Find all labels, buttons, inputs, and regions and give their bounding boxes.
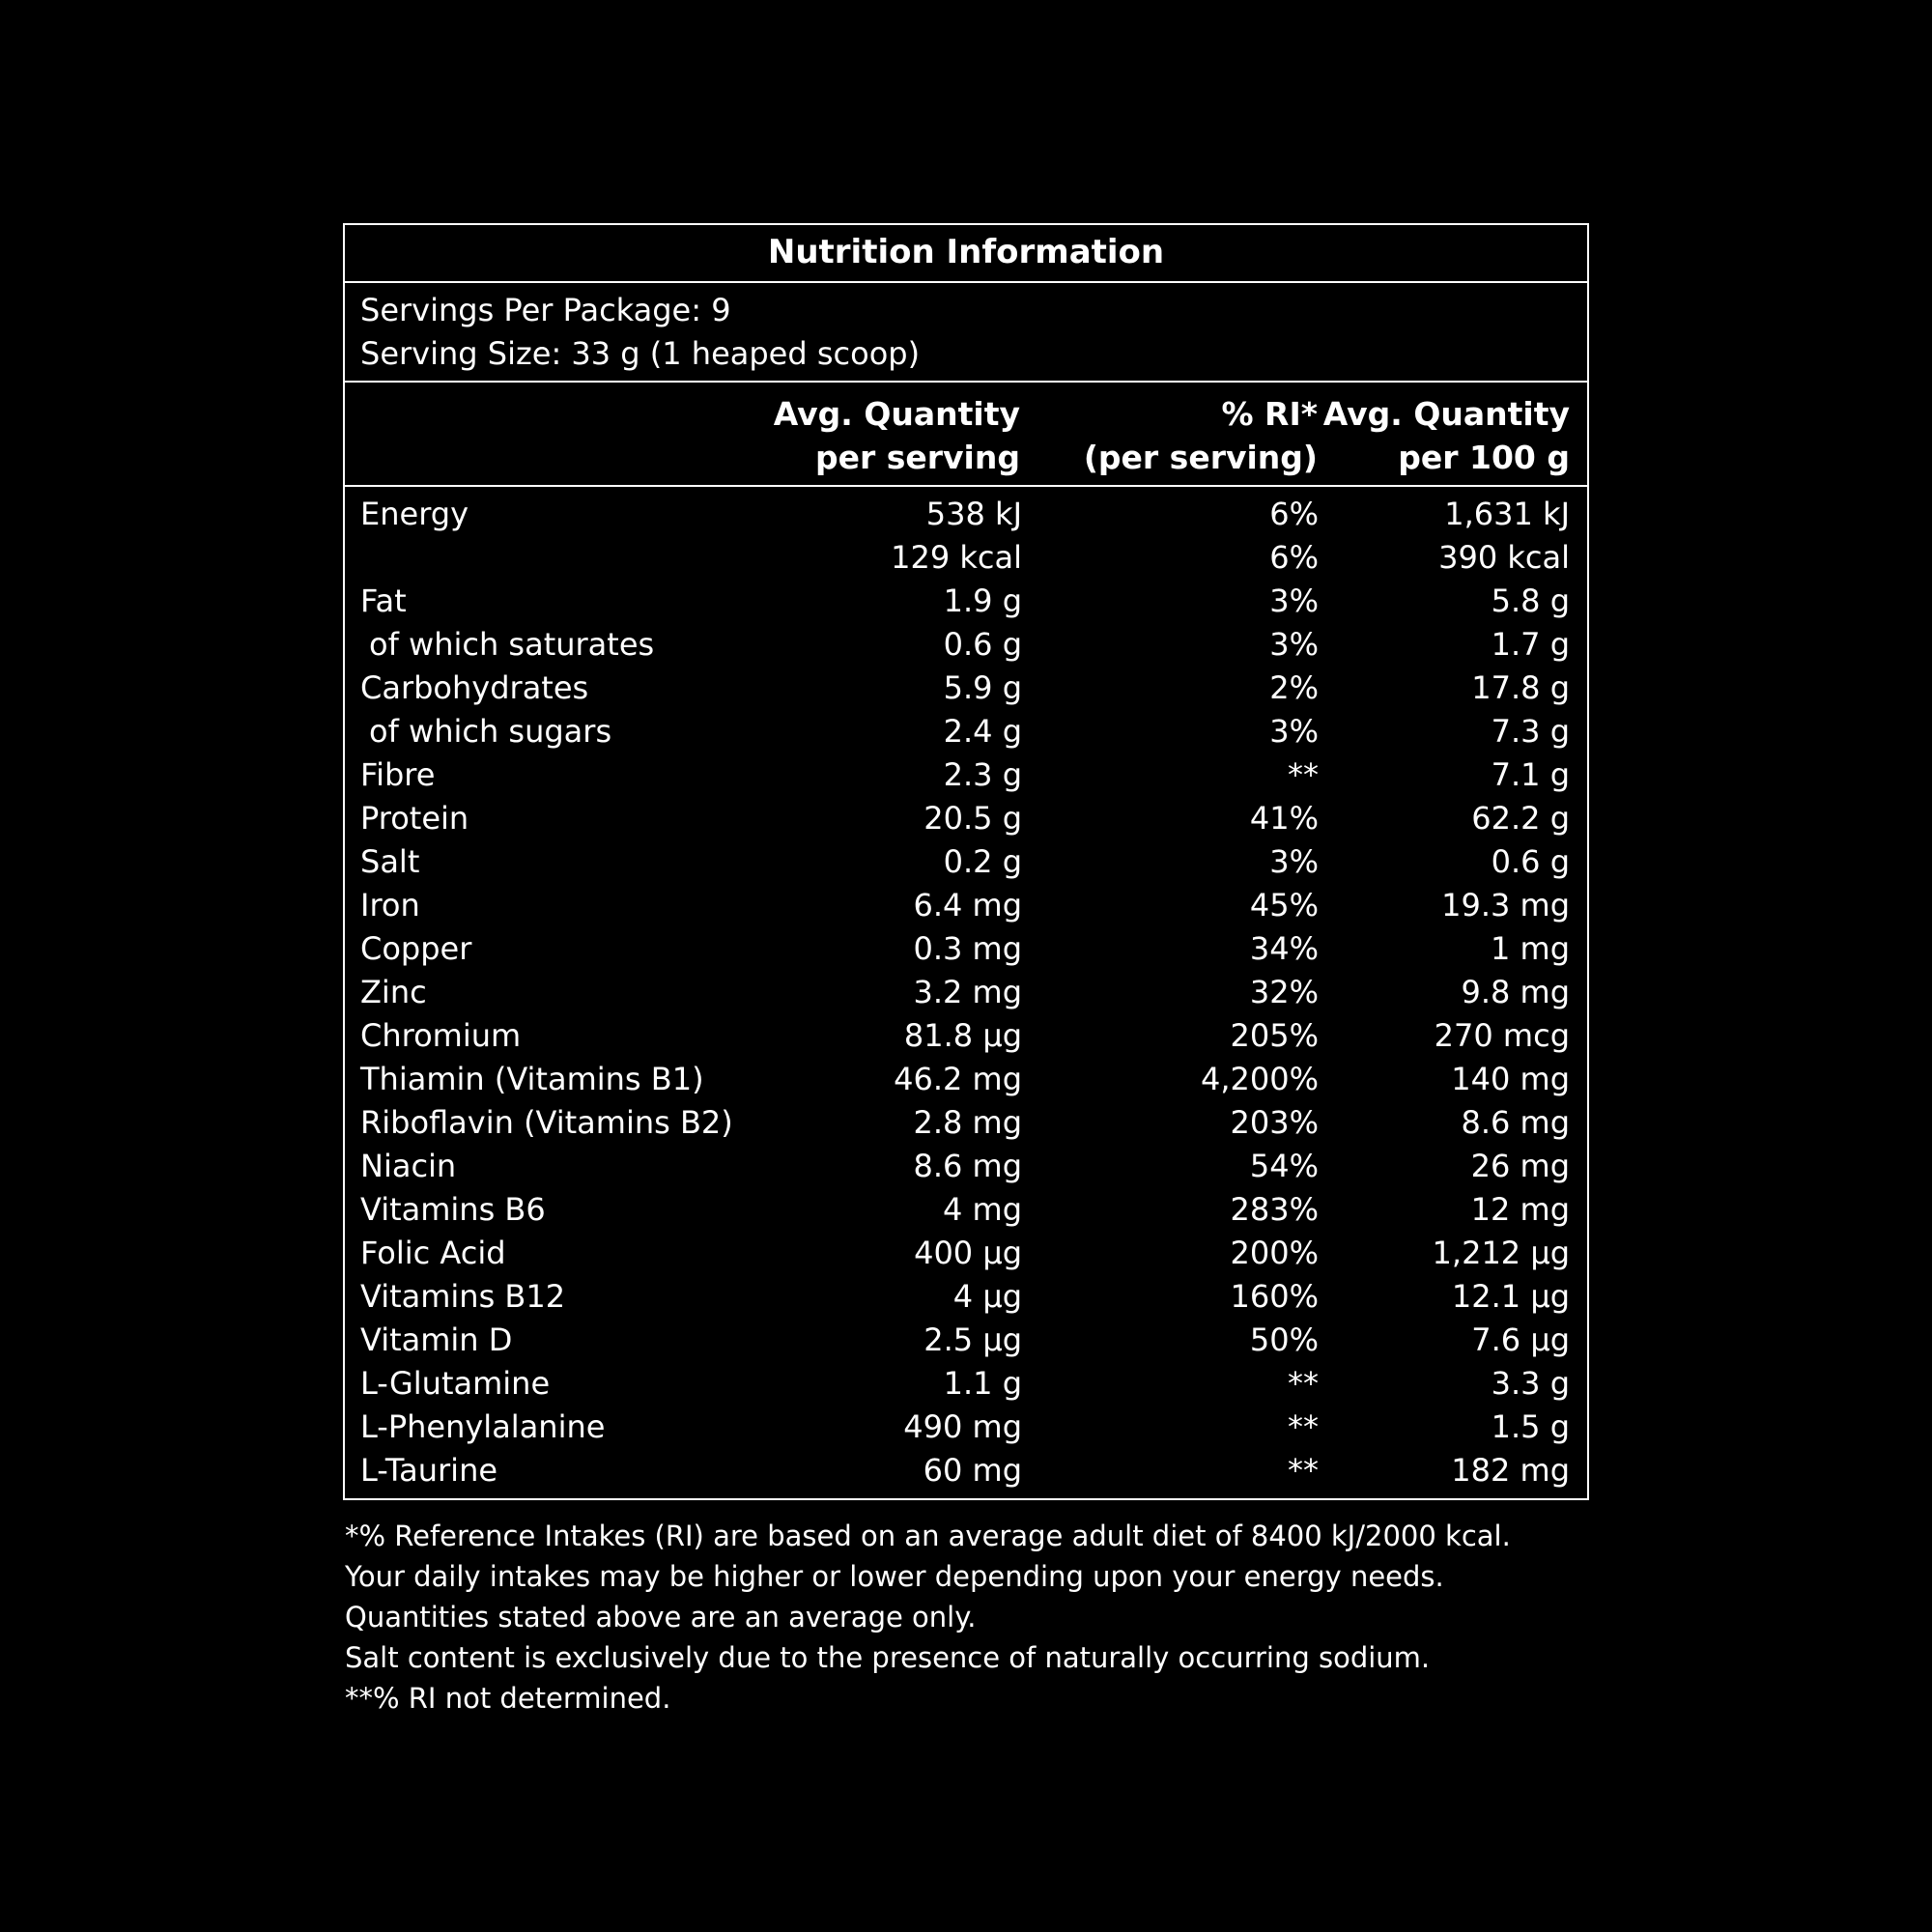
value-per-serving: 60 mg	[923, 1452, 1022, 1489]
value-per-serving: 4 mg	[942, 1191, 1022, 1228]
panel-title: Nutrition Information	[345, 225, 1587, 283]
value-per-100g: 19.3 mg	[1441, 887, 1570, 923]
header-per-100g	[1323, 392, 1570, 479]
value-ri: 45%	[1249, 887, 1319, 923]
nutrient-label: Vitamins B12	[360, 1278, 566, 1315]
serving-size: Serving Size: 33 g (1 heaped scoop)	[360, 335, 921, 372]
footnote-daily-intake: Your daily intakes may be higher or lower depending upon your energy needs.	[345, 1560, 1444, 1593]
value-ri: 54%	[1249, 1148, 1319, 1184]
value-per-100g: 0.6 g	[1491, 843, 1570, 880]
value-ri: 3%	[1269, 626, 1319, 663]
value-per-serving: 0.2 g	[943, 843, 1022, 880]
value-ri: 200%	[1230, 1235, 1319, 1271]
value-per-serving: 538 kJ	[925, 496, 1022, 532]
value-per-100g: 7.1 g	[1491, 756, 1570, 793]
nutrient-label: of which saturates	[369, 626, 655, 663]
table-row	[345, 1362, 1587, 1406]
header-ri-line2: (per serving)	[1083, 439, 1318, 476]
value-per-100g: 1,631 kJ	[1444, 496, 1570, 532]
value-per-100g: 3.3 g	[1491, 1365, 1570, 1402]
nutrient-rows	[345, 487, 1587, 1498]
header-per-serving-line2: per serving	[814, 439, 1020, 476]
value-per-100g: 270 mcg	[1434, 1017, 1570, 1054]
table-row	[345, 1232, 1587, 1275]
value-ri: 3%	[1269, 843, 1319, 880]
nutrient-label: Vitamin D	[360, 1321, 513, 1358]
nutrient-label: of which sugars	[369, 713, 612, 750]
value-ri: 2%	[1269, 669, 1319, 706]
nutrient-label: Salt	[360, 843, 420, 880]
value-ri: 283%	[1230, 1191, 1319, 1228]
table-row	[345, 1101, 1587, 1145]
value-ri: 34%	[1249, 930, 1319, 967]
table-row	[345, 580, 1587, 623]
header-per-serving	[774, 392, 1020, 479]
table-row	[345, 1058, 1587, 1101]
value-ri: 160%	[1230, 1278, 1319, 1315]
value-per-100g: 62.2 g	[1471, 800, 1570, 837]
value-per-serving: 5.9 g	[943, 669, 1022, 706]
value-per-serving: 2.4 g	[943, 713, 1022, 750]
nutrient-label: Energy	[360, 496, 469, 532]
value-per-100g: 390 kcal	[1438, 539, 1570, 576]
value-ri: 4,200%	[1200, 1061, 1319, 1097]
footnotes	[345, 1516, 1591, 1719]
nutrient-label: Folic Acid	[360, 1235, 506, 1271]
value-ri: 203%	[1230, 1104, 1319, 1141]
nutrient-label: Iron	[360, 887, 420, 923]
nutrient-label: Vitamins B6	[360, 1191, 546, 1228]
value-ri: 6%	[1269, 539, 1319, 576]
value-per-100g: 17.8 g	[1471, 669, 1570, 706]
value-per-serving: 1.9 g	[943, 582, 1022, 619]
header-per-100g-line1: Avg. Quantity	[1322, 395, 1570, 433]
nutrient-label: Fat	[360, 582, 407, 619]
servings-per-package: Servings Per Package: 9	[360, 292, 731, 328]
value-ri: **	[1288, 1408, 1319, 1445]
table-row	[345, 710, 1587, 753]
value-per-serving: 2.3 g	[943, 756, 1022, 793]
value-per-100g: 1,212 μg	[1432, 1235, 1570, 1271]
nutrient-label: Copper	[360, 930, 472, 967]
value-ri: 32%	[1249, 974, 1319, 1010]
value-per-100g: 12 mg	[1470, 1191, 1570, 1228]
header-ri-line1: % RI*	[1221, 395, 1318, 433]
value-ri: 3%	[1269, 582, 1319, 619]
nutrient-label: Zinc	[360, 974, 427, 1010]
value-per-serving: 8.6 mg	[913, 1148, 1022, 1184]
table-row	[345, 1188, 1587, 1232]
value-ri: 50%	[1249, 1321, 1319, 1358]
column-headers	[345, 383, 1587, 487]
footnote-ri-not-determined: **% RI not determined.	[345, 1682, 671, 1715]
table-row	[345, 1275, 1587, 1319]
header-per-serving-line1: Avg. Quantity	[773, 395, 1020, 433]
value-per-serving: 4 μg	[952, 1278, 1022, 1315]
value-per-100g: 1.7 g	[1491, 626, 1570, 663]
value-ri: **	[1288, 1452, 1319, 1489]
header-ri	[1084, 392, 1318, 479]
footnote-salt: Salt content is exclusively due to the presence of naturally occurring sodium.	[345, 1641, 1431, 1674]
table-row	[345, 971, 1587, 1014]
table-row	[345, 623, 1587, 667]
nutrient-label: Carbohydrates	[360, 669, 589, 706]
value-per-serving: 400 μg	[914, 1235, 1022, 1271]
value-per-serving: 3.2 mg	[913, 974, 1022, 1010]
value-per-serving: 20.5 g	[923, 800, 1022, 837]
header-per-100g-line2: per 100 g	[1398, 439, 1570, 476]
value-per-100g: 182 mg	[1451, 1452, 1570, 1489]
table-row	[345, 1406, 1587, 1449]
nutrient-label: Niacin	[360, 1148, 457, 1184]
value-per-serving: 46.2 mg	[894, 1061, 1022, 1097]
table-row	[345, 493, 1587, 536]
table-row	[345, 927, 1587, 971]
value-per-100g: 26 mg	[1470, 1148, 1570, 1184]
value-per-100g: 5.8 g	[1491, 582, 1570, 619]
value-per-serving: 129 kcal	[891, 539, 1022, 576]
table-row	[345, 1319, 1587, 1362]
value-per-100g: 1 mg	[1490, 930, 1570, 967]
nutrient-label: L-Phenylalanine	[360, 1408, 606, 1445]
servings-info	[345, 283, 1587, 383]
value-per-100g: 7.3 g	[1491, 713, 1570, 750]
value-ri: **	[1288, 756, 1319, 793]
table-row	[345, 1449, 1587, 1492]
table-row	[345, 840, 1587, 884]
value-ri: **	[1288, 1365, 1319, 1402]
table-row	[345, 667, 1587, 710]
value-ri: 205%	[1230, 1017, 1319, 1054]
value-per-100g: 1.5 g	[1491, 1408, 1570, 1445]
nutrient-label: Thiamin (Vitamins B1)	[360, 1061, 704, 1097]
value-per-100g: 8.6 mg	[1461, 1104, 1570, 1141]
value-ri: 3%	[1269, 713, 1319, 750]
nutrient-label: Chromium	[360, 1017, 522, 1054]
table-row	[345, 797, 1587, 840]
nutrient-label: Riboflavin (Vitamins B2)	[360, 1104, 733, 1141]
nutrient-label: L-Glutamine	[360, 1365, 551, 1402]
nutrient-label: L-Taurine	[360, 1452, 498, 1489]
value-per-serving: 0.6 g	[943, 626, 1022, 663]
value-per-serving: 2.5 μg	[923, 1321, 1022, 1358]
nutrient-label: Fibre	[360, 756, 436, 793]
value-per-100g: 9.8 mg	[1461, 974, 1570, 1010]
value-per-serving: 6.4 mg	[913, 887, 1022, 923]
table-row	[345, 1145, 1587, 1188]
value-per-100g: 7.6 μg	[1471, 1321, 1570, 1358]
value-per-serving: 1.1 g	[943, 1365, 1022, 1402]
table-row	[345, 1014, 1587, 1058]
value-per-100g: 140 mg	[1451, 1061, 1570, 1097]
table-row	[345, 536, 1587, 580]
value-per-serving: 0.3 mg	[913, 930, 1022, 967]
footnote-ri: *% Reference Intakes (RI) are based on an average adult diet of 8400 kJ/2000 kcal.	[345, 1520, 1511, 1552]
value-per-serving: 2.8 mg	[913, 1104, 1022, 1141]
value-ri: 6%	[1269, 496, 1319, 532]
nutrient-label: Protein	[360, 800, 469, 837]
nutrition-panel	[343, 223, 1589, 1500]
value-ri: 41%	[1249, 800, 1319, 837]
value-per-100g: 12.1 μg	[1451, 1278, 1570, 1315]
value-per-serving: 81.8 μg	[903, 1017, 1022, 1054]
value-per-serving: 490 mg	[903, 1408, 1022, 1445]
footnote-average: Quantities stated above are an average only.	[345, 1601, 977, 1634]
table-row	[345, 884, 1587, 927]
table-row	[345, 753, 1587, 797]
